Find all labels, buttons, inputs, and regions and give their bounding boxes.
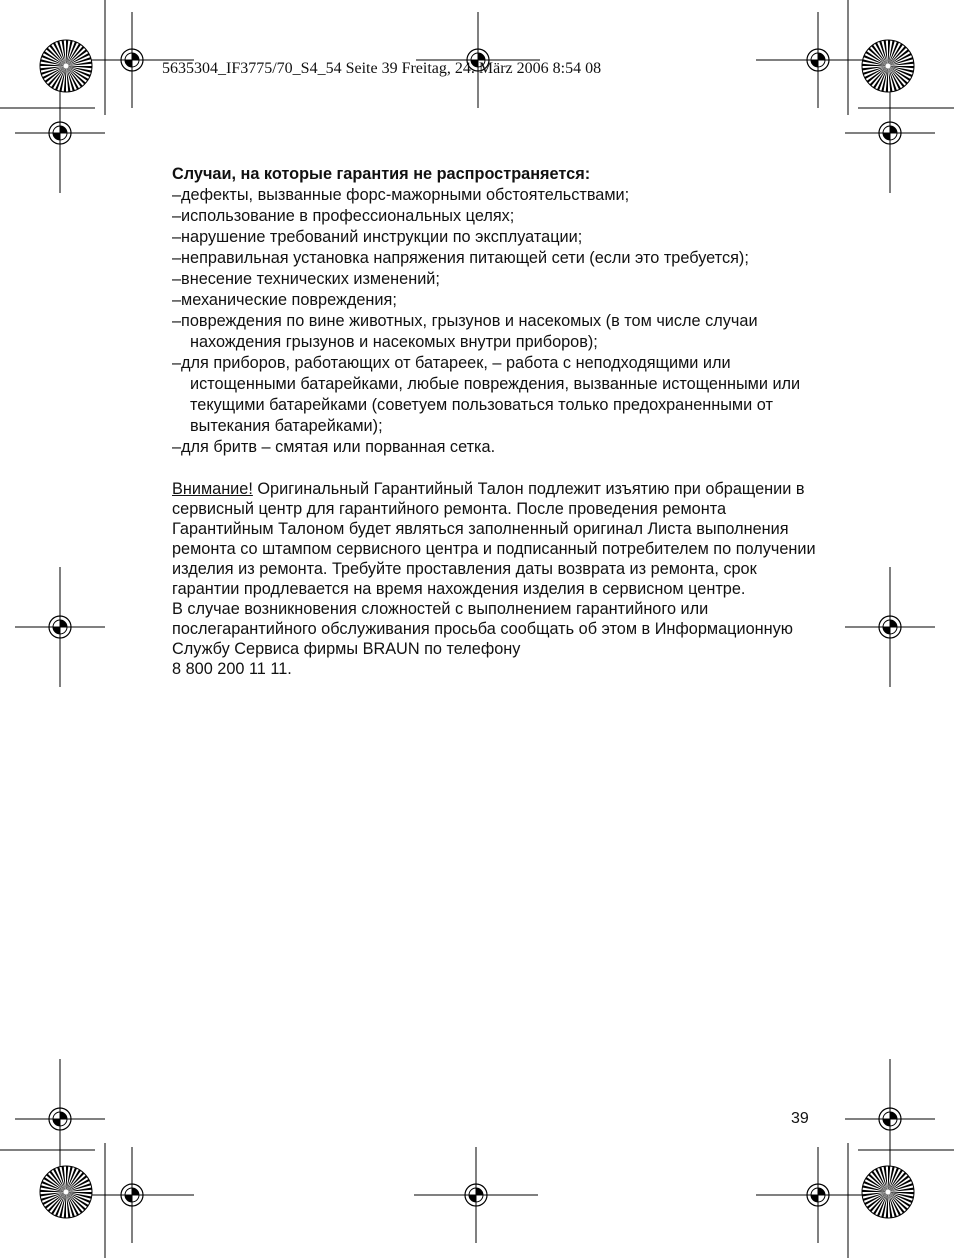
list-item: –внесение технических изменений; bbox=[172, 270, 440, 288]
list-item: –для приборов, работающих от батареек, – работа с неподходящими или истощенными батарейками, любые повреждения, вызванные истощенными или текущими батарейками (советуем пользоваться только предохраненными от вытекания батарейками); bbox=[172, 354, 801, 435]
page-number: 39 bbox=[791, 1110, 809, 1127]
phone-number: 8 800 200 11 11. bbox=[172, 660, 292, 678]
list-item: –использование в профессиональных целях; bbox=[172, 207, 515, 225]
notice-label: Внимание! bbox=[172, 480, 253, 498]
star-target-icon bbox=[40, 1166, 92, 1218]
exclusions-list bbox=[172, 185, 822, 458]
registration-mark-icon bbox=[756, 1147, 880, 1243]
list-item: –неправильная установка напряжения питающей сети (если это требуется); bbox=[172, 249, 749, 267]
registration-mark-icon bbox=[15, 1059, 105, 1179]
registration-mark-icon bbox=[414, 1147, 538, 1243]
registration-mark-icon bbox=[756, 12, 880, 108]
list-item: –повреждения по вине животных, грызунов и насекомых (в том числе случаи нахождения грызунов и насекомых внутри приборов); bbox=[172, 312, 758, 351]
registration-mark-icon bbox=[845, 1059, 935, 1179]
registration-mark-icon bbox=[15, 567, 105, 687]
list-item: –механические повреждения; bbox=[172, 291, 397, 309]
star-target-icon bbox=[862, 1166, 914, 1218]
notice-paragraph bbox=[172, 479, 822, 599]
registration-mark-icon bbox=[845, 567, 935, 687]
list-item: –нарушение требований инструкции по эксплуатации; bbox=[172, 228, 583, 246]
star-target-icon bbox=[862, 40, 914, 92]
star-target-icon bbox=[40, 40, 92, 92]
print-slug: 5635304_IF3775/70_S4_54 Seite 39 Freitag, 24. März 2006 8:54 08 bbox=[162, 60, 602, 77]
notice-text: Оригинальный Гарантийный Талон подлежит изъятию при обращении в сервисный центр для гарантийного ремонта. После проведения ремонта Гарантийным Талоном будет являться заполненный оригинал Листа выполнения ремонта со штампом сервисного центра и подписанный потребителем по получении изделия из ремонта. Требуйте проставления даты возврата из ремонта, срок гарантии продлевается на время нахождения изделия в сервисном центре. bbox=[172, 480, 816, 598]
contact-text: В случае возникновения сложностей с выполнением гарантийного или послегарантийного обслуживания просьба сообщать об этом в Информационную Службу Сервиса фирмы BRAUN по телефону bbox=[172, 600, 793, 658]
contact-paragraph bbox=[172, 599, 822, 679]
section-heading: Случаи, на которые гарантия не распространяется: bbox=[172, 165, 591, 183]
list-item: –дефекты, вызванные форс-мажорными обстоятельствами; bbox=[172, 186, 630, 204]
list-item: –для бритв – смятая или порванная сетка. bbox=[172, 438, 496, 456]
warranty-exclusions-section bbox=[172, 164, 822, 679]
